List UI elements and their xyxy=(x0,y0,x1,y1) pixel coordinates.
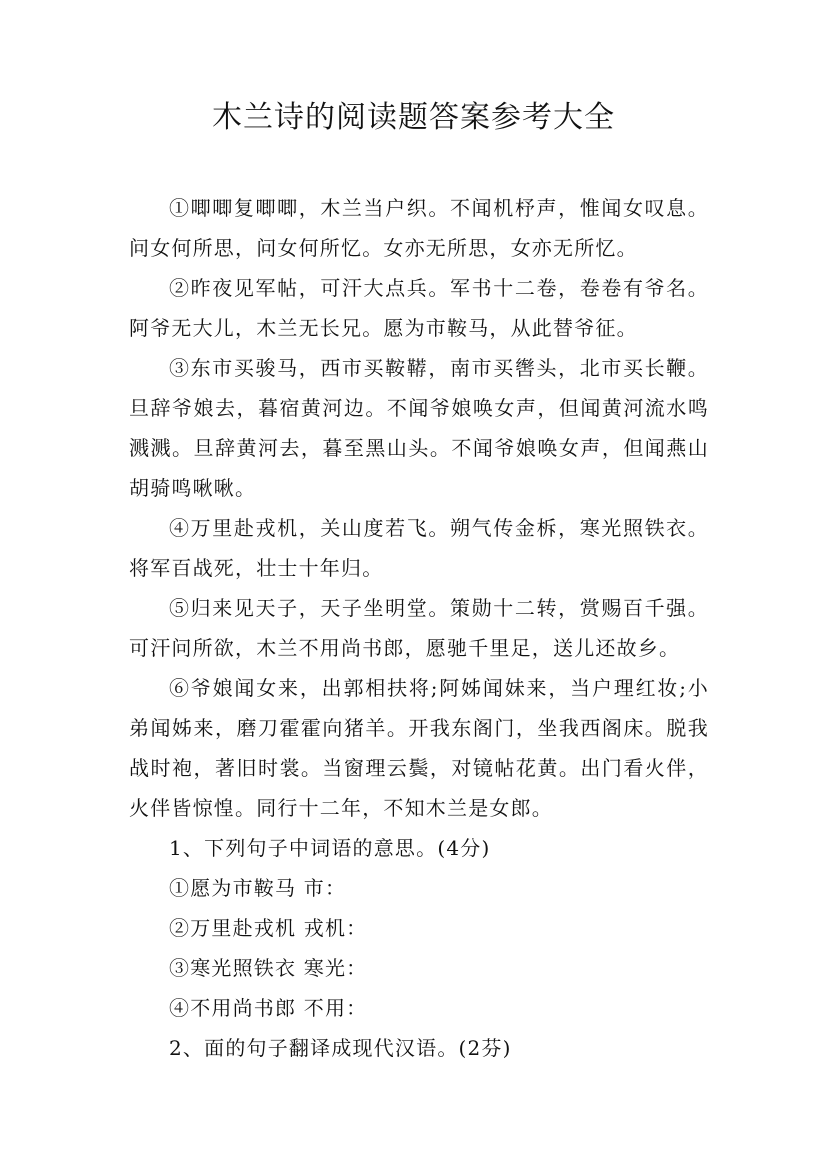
question-1-item-1: ①愿为市鞍马 市： xyxy=(169,876,347,900)
question-1-item-2: ②万里赴戎机 戎机： xyxy=(169,916,368,940)
poem-paragraph-6: ⑥爷娘闻女来，出郭相扶将;阿姊闻妹来，当户理红妆;小弟闻姊来，磨刀霍霍向猪羊。开我东阁门，坐我西阁床。脱我战时袍，著旧时裳。当窗理云鬓，对镜帖花黄。出门看火伴，火伴皆惊惶。同行十二年，不知木兰是女郎。 xyxy=(129,676,709,820)
question-2: 2、面的句子翻译成现代汉语。(2芬) xyxy=(169,1036,512,1060)
page-title: 木兰诗的阅读题答案参考大全 xyxy=(212,100,615,135)
poem-paragraph-2: ②昨夜见军帖，可汗大点兵。军书十二卷，卷卷有爷名。阿爷无大儿，木兰无长兄。愿为市鞍马，从此替爷征。 xyxy=(129,276,709,340)
poem-paragraph-4: ④万里赴戎机，关山度若飞。朔气传金柝，寒光照铁衣。将军百战死，壮士十年归。 xyxy=(129,516,709,580)
poem-paragraph-5: ⑤归来见天子，天子坐明堂。策勋十二转，赏赐百千强。可汗问所欲，木兰不用尚书郎，愿驰千里足，送儿还故乡。 xyxy=(129,596,709,660)
poem-paragraph-3: ③东市买骏马，西市买鞍鞯，南市买辔头，北市买长鞭。旦辞爷娘去，暮宿黄河边。不闻爷娘唤女声，但闻黄河流水鸣溅溅。旦辞黄河去，暮至黑山头。不闻爷娘唤女声，但闻燕山胡骑鸣啾啾。 xyxy=(129,356,709,500)
question-1-item-3: ③寒光照铁衣 寒光： xyxy=(169,956,368,980)
question-1-item-4: ④不用尚书郎 不用： xyxy=(169,996,368,1020)
question-1: 1、下列句子中词语的意思。(4分) xyxy=(169,836,491,860)
document-body xyxy=(129,188,709,1068)
poem-paragraph-1: ①唧唧复唧唧，木兰当户织。不闻机杼声，惟闻女叹息。问女何所思，问女何所忆。女亦无所思，女亦无所忆。 xyxy=(129,196,709,260)
